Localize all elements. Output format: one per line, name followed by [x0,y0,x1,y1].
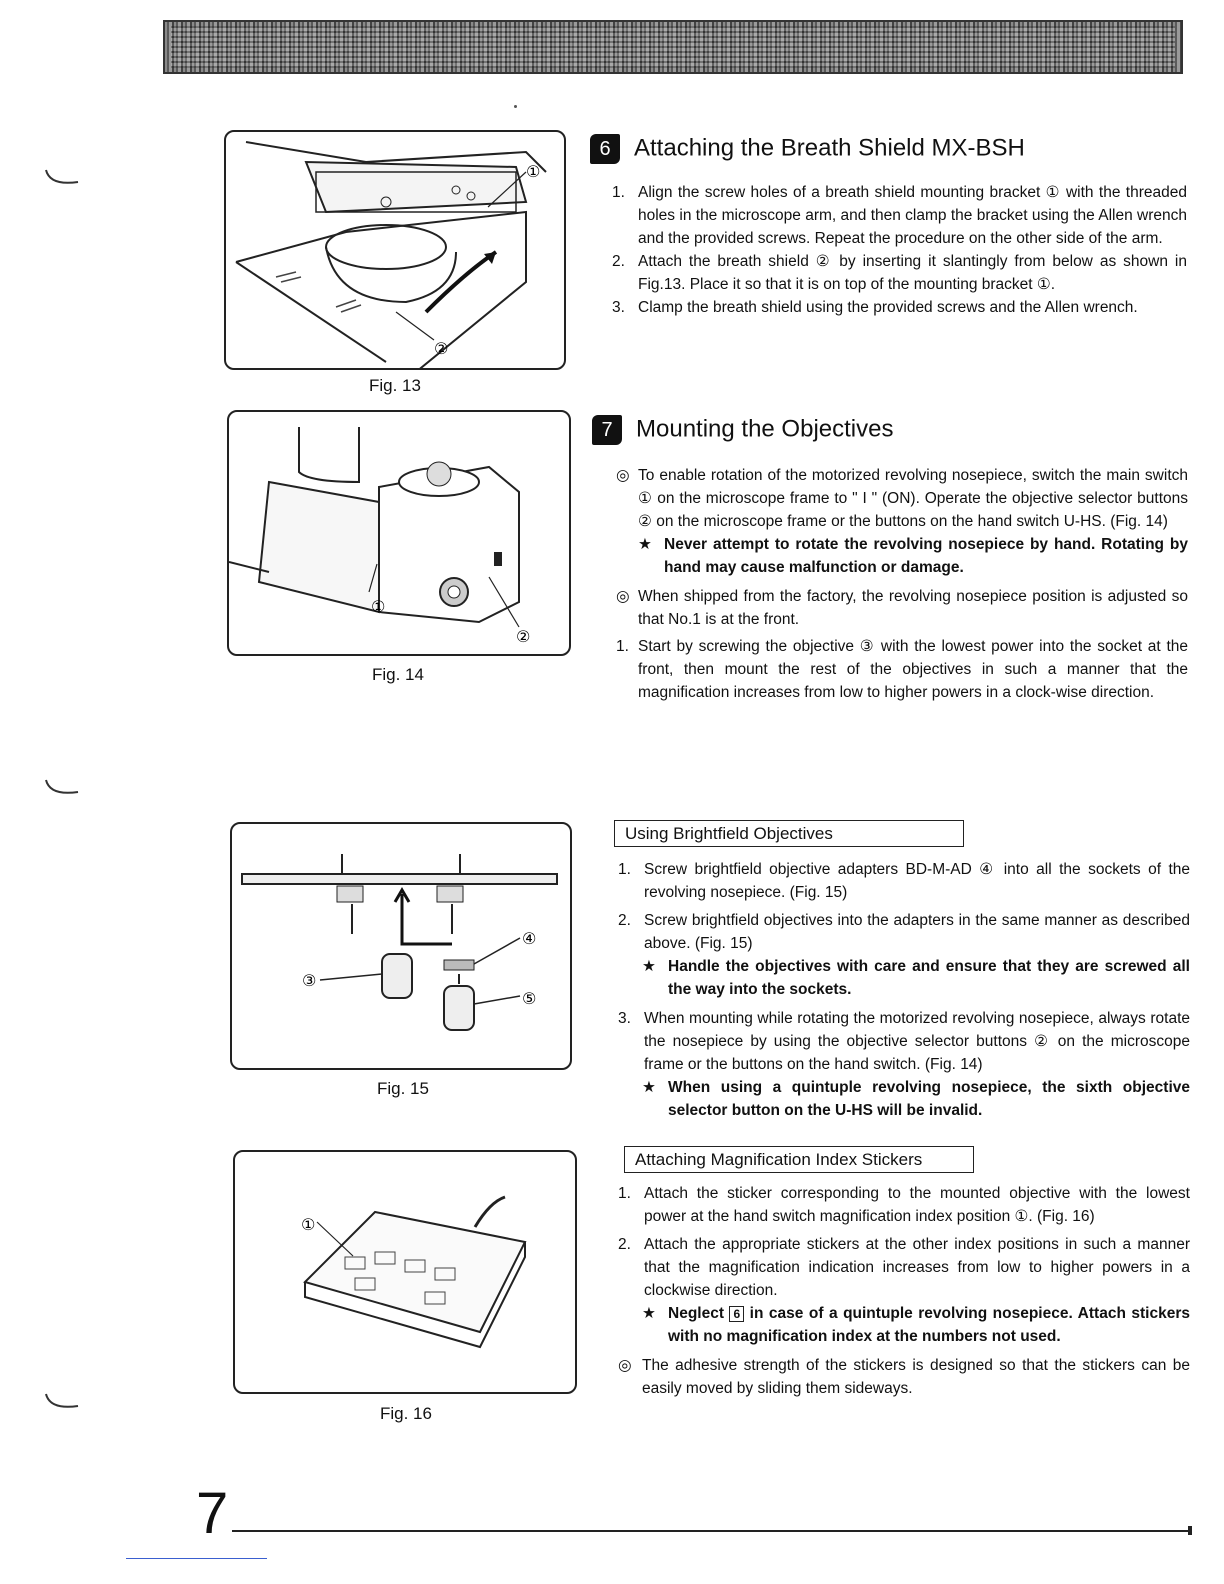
section-6-title: Attaching the Breath Shield MX-BSH [634,134,1025,162]
section-7-body [616,464,1188,704]
breath-shield-illustration [226,132,564,368]
header-banner [163,20,1183,74]
hand-switch-illustration [235,1152,575,1392]
fig13-caption: Fig. 13 [369,376,421,395]
step-number: 3. [618,1010,631,1027]
brightfield-warning-2 [642,1076,1190,1122]
step-number: 2. [612,253,625,270]
section-7-note-1 [616,464,1188,533]
step-text: Screw brightfield objective adapters BD-M-AD ④ into all the sockets of the revolving nosepiece. (Fig. 15) [644,861,1190,901]
binding-mark-bottom [40,1392,84,1416]
step-text: When mounting while rotating the motorized revolving nosepiece, always rotate the nosepiece by using the objective selector buttons ② on the microscope frame or the buttons on the hand switch. (Fig. 14) [644,1010,1190,1073]
step-number: 1. [616,638,629,655]
stray-dot [514,105,517,108]
warning-star: ★ [642,1079,656,1096]
page-number: 7 [196,1481,229,1546]
fig15-callout-4: ④ [522,929,537,948]
warning-post: in case of a quintuple revolving nosepiece. Attach stickers with no magnification index at the numbers not used. [668,1305,1190,1345]
section-7-heading [592,415,893,445]
binding-mark-top [40,168,84,192]
warning-star: ★ [642,1305,656,1322]
bottom-blue-line [126,1558,267,1559]
brightfield-step-2 [618,909,1190,955]
section-7-title: Mounting the Objectives [636,415,894,443]
section-7-warning [638,533,1188,579]
footer-rule-end [1188,1526,1192,1535]
footer-rule [232,1530,1192,1532]
brightfield-heading: Using Brightfield Objectives [614,820,964,847]
step-text: Align the screw holes of a breath shield mounting bracket ① with the threaded holes in the microscope arm, and then clamp the bracket using the Allen wrench and the provided screws. Repeat the procedure on the other side of the arm. [638,184,1187,247]
brightfield-step-1 [618,858,1190,904]
fig16-caption: Fig. 16 [380,1404,432,1423]
step-text: Screw brightfield objectives into the adapters in the same manner as described above. (Fig. 15) [644,912,1190,952]
figure-16 [233,1150,577,1394]
step-number: 1. [612,184,625,201]
warning-star: ★ [642,958,656,975]
stickers-warning [642,1302,1190,1348]
warning-pre: Neglect [668,1305,724,1322]
stickers-step-1 [618,1182,1190,1228]
stickers-heading: Attaching Magnification Index Stickers [624,1146,974,1173]
fig14-callout-1: ① [371,597,386,616]
fig14-caption: Fig. 14 [372,665,424,684]
warning-star: ★ [638,536,652,553]
fig15-caption: Fig. 15 [377,1079,429,1098]
fig14-callout-2: ② [516,627,531,646]
section-6-heading [590,134,1025,164]
section-6-step-2 [612,250,1187,296]
section-6-step-3 [612,296,1187,319]
binding-mark-middle [40,778,84,802]
step-number: 2. [618,1236,631,1253]
step-text: Start by screwing the objective ③ with the lowest power into the socket at the front, then mount the rest of the objectives in such a manner that the magnification increases from low to higher powers in a clock-wise direction. [638,638,1188,701]
note-text: When shipped from the factory, the revolving nosepiece position is adjusted so that No.1 is at the front. [638,588,1188,628]
fig15-callout-3: ③ [302,971,317,990]
section-7-number: 7 [592,415,622,445]
step-text: Clamp the breath shield using the provided screws and the Allen wrench. [638,299,1138,316]
section-6-step-1 [612,181,1187,250]
brightfield-warning-1 [642,955,1190,1001]
figure-14 [227,410,571,656]
figure-13 [224,130,566,370]
fig13-callout-1: ① [526,162,541,181]
motorized-nosepiece-illustration [229,412,569,654]
step-text: Attach the appropriate stickers at the other index positions in such a manner that the magnification indication increases from low to higher powers in a clockwise direction. [644,1236,1190,1299]
objective-adapters-illustration [232,824,570,1068]
stickers-note [618,1354,1190,1400]
section-7-step-1 [616,635,1188,704]
note-mark: ◎ [616,467,630,484]
step-number: 3. [612,299,625,316]
brightfield-steps [618,858,1190,1122]
warning-text: When using a quintuple revolving nosepiece, the sixth objective selector button on the U-HS will be invalid. [668,1079,1190,1119]
step-number: 1. [618,861,631,878]
step-number: 1. [618,1185,631,1202]
stickers-step-2 [618,1233,1190,1302]
note-mark: ◎ [618,1357,632,1374]
note-text: The adhesive strength of the stickers is designed so that the stickers can be easily moved by sliding them sideways. [642,1357,1190,1397]
fig15-callout-5: ⑤ [522,989,537,1008]
section-7-note-2 [616,585,1188,631]
section-6-steps [612,181,1187,319]
warning-text: Never attempt to rotate the revolving nosepiece by hand. Rotating by hand may cause malfunction or damage. [664,536,1188,576]
step-number: 2. [618,912,631,929]
section-6-number: 6 [590,134,620,164]
warning-text: Handle the objectives with care and ensure that they are screwed all the way into the sockets. [668,958,1190,998]
brightfield-step-3 [618,1007,1190,1076]
figure-15 [230,822,572,1070]
step-text: Attach the sticker corresponding to the mounted objective with the lowest power at the hand switch magnification index position ①. (Fig. 16) [644,1185,1190,1225]
stickers-steps [618,1182,1190,1400]
note-text: To enable rotation of the motorized revolving nosepiece, switch the main switch ① on the microscope frame to " I " (ON). Operate the objective selector buttons ② on the microscope frame or the buttons on the hand switch U-HS. (Fig. 14) [638,467,1188,530]
note-mark: ◎ [616,588,630,605]
step-text: Attach the breath shield ② by inserting it slantingly from below as shown in Fig.13. Place it so that it is on top of the mounting bracket ①. [638,253,1187,293]
fig16-callout-1: ① [301,1215,316,1234]
fig13-callout-2: ② [434,339,449,358]
sticker-key-icon: 6 [729,1306,744,1322]
